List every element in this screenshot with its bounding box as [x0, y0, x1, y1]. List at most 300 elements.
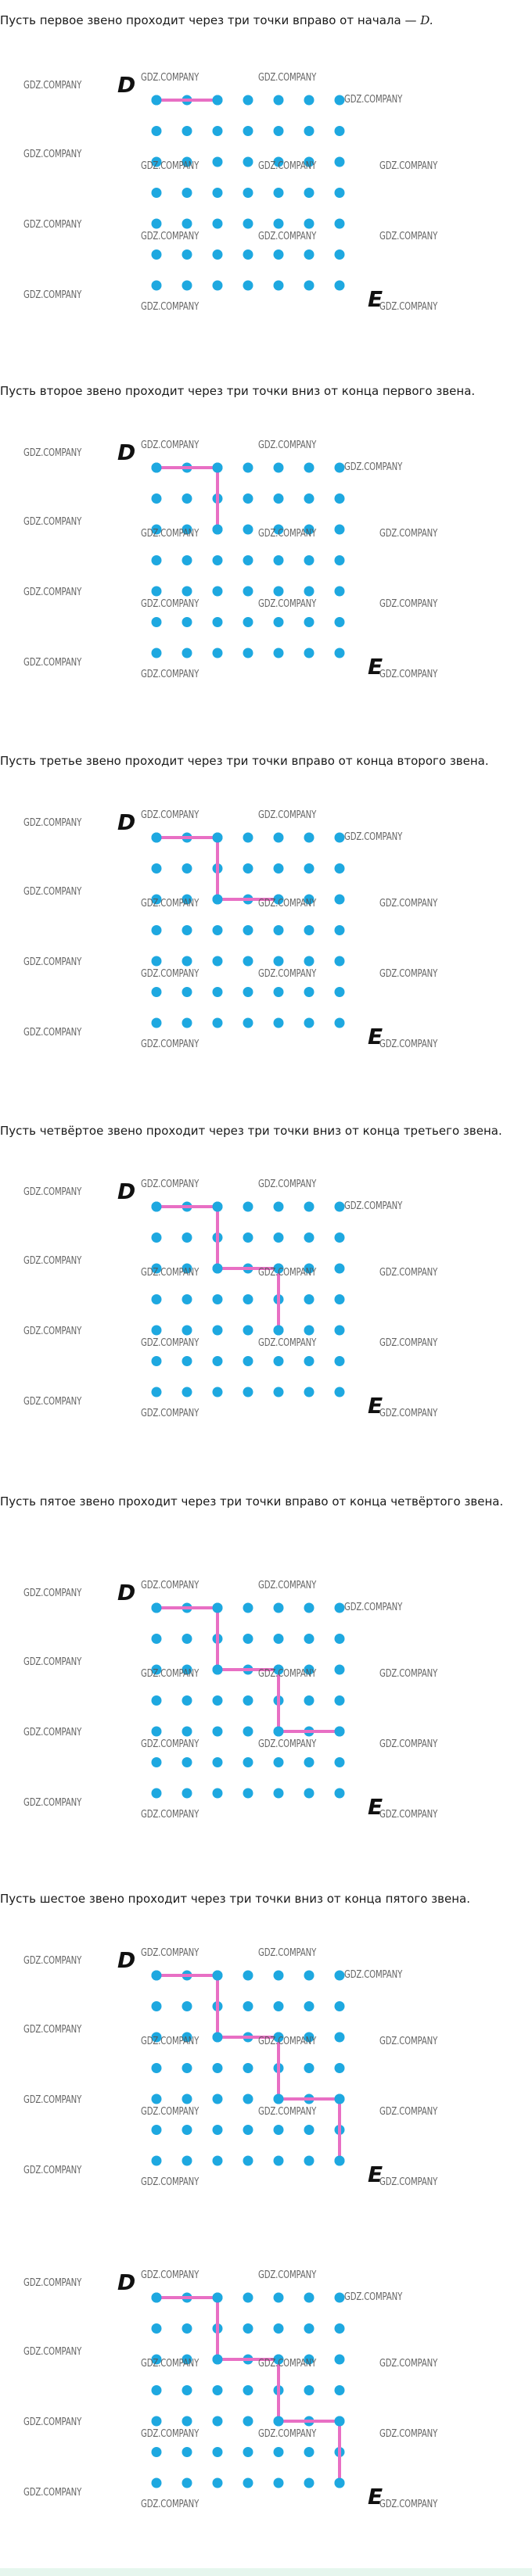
grid-dot — [243, 281, 253, 291]
watermark: GDZ.COMPANY — [141, 968, 200, 980]
watermark: GDZ.COMPANY — [141, 1668, 200, 1680]
grid-dot — [152, 1695, 162, 1706]
grid-dot — [243, 493, 253, 504]
watermark: GDZ.COMPANY — [379, 598, 438, 610]
grid-dot — [304, 833, 315, 843]
watermark: GDZ.COMPANY — [23, 2487, 82, 2499]
grid-dot — [335, 1971, 345, 1981]
grid-dot — [335, 863, 345, 874]
watermark: GDZ.COMPANY — [258, 968, 317, 980]
path-vertex-dot — [152, 2293, 162, 2303]
watermark: GDZ.COMPANY — [23, 2416, 82, 2428]
grid-dot — [243, 2416, 253, 2427]
grid-dot — [274, 1387, 284, 1397]
grid-dot — [304, 987, 315, 997]
grid-dot — [304, 2478, 315, 2488]
grid-dot — [335, 157, 345, 167]
grid-dot — [274, 1757, 284, 1767]
grid-dot — [274, 956, 284, 967]
grid-dot — [304, 95, 315, 106]
step-3-caption: Пусть третье звено проходит через три точки вправо от конца второго звена. — [0, 754, 489, 768]
watermark: GDZ.COMPANY — [23, 2024, 82, 2036]
grid-dot — [304, 2385, 315, 2395]
grid-dot — [213, 555, 223, 565]
grid-dot — [182, 987, 192, 997]
path-vertex-dot — [274, 1727, 284, 1737]
grid-dot — [335, 95, 345, 106]
step-5-figure — [0, 1578, 532, 1875]
grid-dot — [152, 1634, 162, 1644]
grid-dot — [304, 2156, 315, 2166]
grid-dot — [274, 833, 284, 843]
watermark: GDZ.COMPANY — [23, 1588, 82, 1599]
grid-dot — [243, 617, 253, 627]
grid-dot — [243, 525, 253, 535]
grid-dot — [152, 2125, 162, 2135]
grid-dot — [304, 1202, 315, 1212]
watermark: GDZ.COMPANY — [141, 439, 200, 451]
grid-dot — [304, 925, 315, 935]
grid-dot — [304, 648, 315, 658]
label-end-e: E — [368, 2162, 383, 2187]
watermark: GDZ.COMPANY — [258, 1580, 317, 1591]
grid-dot — [182, 1695, 192, 1706]
grid-dot — [243, 1634, 253, 1644]
grid-dot — [304, 555, 315, 565]
watermark: GDZ.COMPANY — [258, 2269, 317, 2281]
grid-dot — [182, 188, 192, 198]
label-end-e: E — [368, 1794, 383, 1820]
watermark: GDZ.COMPANY — [344, 1200, 403, 1212]
watermark: GDZ.COMPANY — [23, 2165, 82, 2176]
grid-dot — [335, 2323, 345, 2334]
watermark: GDZ.COMPANY — [141, 528, 200, 540]
grid-dot — [304, 1634, 315, 1644]
path-vertex-dot — [335, 2094, 345, 2104]
watermark: GDZ.COMPANY — [258, 2106, 317, 2118]
grid-dot — [243, 188, 253, 198]
grid-dot — [304, 1294, 315, 1304]
grid-dot — [213, 587, 223, 597]
watermark: GDZ.COMPANY — [379, 1408, 438, 1419]
step-1-point: D. — [420, 13, 433, 27]
grid-dot — [243, 1757, 253, 1767]
grid-dot — [152, 987, 162, 997]
grid-dot — [335, 1387, 345, 1397]
grid-dot — [274, 987, 284, 997]
watermark: GDZ.COMPANY — [23, 1255, 82, 1267]
grid-dot — [243, 2385, 253, 2395]
watermark: GDZ.COMPANY — [23, 1955, 82, 1967]
grid-dot — [182, 1387, 192, 1397]
grid-dot — [182, 1634, 192, 1644]
grid-dot — [243, 249, 253, 260]
watermark: GDZ.COMPANY — [141, 1580, 200, 1591]
grid-dot — [243, 833, 253, 843]
grid-dot — [152, 863, 162, 874]
watermark: GDZ.COMPANY — [23, 516, 82, 528]
grid-dot — [274, 1356, 284, 1366]
watermark: GDZ.COMPANY — [379, 2176, 438, 2188]
watermark: GDZ.COMPANY — [379, 231, 438, 242]
grid-dot — [213, 1387, 223, 1397]
path-vertex-dot — [213, 95, 223, 106]
grid-dot — [243, 219, 253, 229]
label-end-e: E — [368, 1393, 383, 1419]
watermark: GDZ.COMPANY — [23, 817, 82, 829]
path-vertex-dot — [213, 1665, 223, 1675]
watermark: GDZ.COMPANY — [379, 301, 438, 313]
grid-dot — [335, 1264, 345, 1274]
grid-dot — [335, 617, 345, 627]
watermark: GDZ.COMPANY — [258, 2358, 317, 2370]
grid-dot — [335, 1788, 345, 1799]
grid-dot — [213, 956, 223, 967]
path-vertex-dot — [152, 463, 162, 473]
grid-dot — [274, 493, 284, 504]
grid-dot — [213, 1695, 223, 1706]
watermark: GDZ.COMPANY — [258, 528, 317, 540]
grid-dot — [335, 2355, 345, 2365]
grid-dot — [335, 1202, 345, 1212]
watermark: GDZ.COMPANY — [344, 2291, 403, 2303]
grid-dot — [274, 2293, 284, 2303]
watermark: GDZ.COMPANY — [344, 1969, 403, 1981]
watermark: GDZ.COMPANY — [141, 1738, 200, 1750]
grid-dot — [152, 1757, 162, 1767]
watermark: GDZ.COMPANY — [141, 1408, 200, 1419]
watermark: GDZ.COMPANY — [141, 2269, 200, 2281]
grid-dot — [243, 1202, 253, 1212]
watermark: GDZ.COMPANY — [23, 1186, 82, 1198]
grid-dot — [243, 1018, 253, 1028]
grid-dot — [335, 2293, 345, 2303]
grid-dot — [274, 863, 284, 874]
grid-dot — [304, 1788, 315, 1799]
watermark: GDZ.COMPANY — [258, 439, 317, 451]
watermark: GDZ.COMPANY — [141, 1179, 200, 1190]
grid-dot — [274, 281, 284, 291]
watermark: GDZ.COMPANY — [23, 1396, 82, 1408]
grid-dot — [182, 2156, 192, 2166]
grid-dot — [182, 493, 192, 504]
grid-dot — [243, 1232, 253, 1243]
watermark: GDZ.COMPANY — [258, 1738, 317, 1750]
step-1-text: Пусть первое звено проходит через три точки вправо от начала — — [0, 13, 417, 27]
grid-dot — [335, 925, 345, 935]
watermark: GDZ.COMPANY — [141, 2499, 200, 2510]
grid-dot — [335, 249, 345, 260]
step-6-caption: Пусть шестое звено проходит через три точки вниз от конца пятого звена. — [0, 1892, 470, 1906]
grid-dot — [243, 463, 253, 473]
watermark: GDZ.COMPANY — [23, 80, 82, 91]
watermark: GDZ.COMPANY — [379, 2358, 438, 2370]
grid-dot — [182, 2323, 192, 2334]
grid-dot — [274, 2156, 284, 2166]
grid-dot — [335, 1634, 345, 1644]
grid-dot — [213, 2416, 223, 2427]
watermark: GDZ.COMPANY — [379, 2036, 438, 2047]
path-vertex-dot — [213, 525, 223, 535]
watermark: GDZ.COMPANY — [23, 886, 82, 898]
grid-dot — [243, 1356, 253, 1366]
grid-dot — [182, 1232, 192, 1243]
watermark: GDZ.COMPANY — [23, 587, 82, 598]
label-end-e: E — [368, 1024, 383, 1049]
grid-dot — [335, 833, 345, 843]
grid-dot — [304, 2323, 315, 2334]
grid-dot — [182, 956, 192, 967]
grid-dot — [152, 188, 162, 198]
grid-dot — [243, 2323, 253, 2334]
label-start-d: D — [117, 1179, 136, 1204]
watermark: GDZ.COMPANY — [23, 956, 82, 968]
watermark: GDZ.COMPANY — [379, 1267, 438, 1279]
grid-dot — [335, 2063, 345, 2073]
label-start-d: D — [117, 2269, 136, 2295]
grid-dot — [274, 617, 284, 627]
grid-dot — [182, 925, 192, 935]
grid-dot — [304, 1387, 315, 1397]
grid-dot — [243, 587, 253, 597]
grid-dot — [243, 126, 253, 136]
path-vertex-dot — [213, 2293, 223, 2303]
watermark: GDZ.COMPANY — [141, 898, 200, 909]
grid-dot — [152, 2001, 162, 2011]
watermark: GDZ.COMPANY — [344, 461, 403, 473]
grid-dot — [304, 1018, 315, 1028]
grid-dot — [182, 2478, 192, 2488]
grid-dot — [274, 1634, 284, 1644]
grid-dot — [304, 1757, 315, 1767]
grid-dot — [243, 2447, 253, 2457]
watermark: GDZ.COMPANY — [141, 301, 200, 313]
watermark: GDZ.COMPANY — [23, 2277, 82, 2289]
grid-dot — [335, 2001, 345, 2011]
grid-dot — [274, 188, 284, 198]
grid-dot — [182, 2001, 192, 2011]
grid-dot — [304, 1603, 315, 1613]
path-vertex-dot — [213, 1971, 223, 1981]
grid-dot — [213, 2478, 223, 2488]
grid-dot — [304, 1695, 315, 1706]
grid-dot — [213, 281, 223, 291]
grid-dot — [304, 126, 315, 136]
watermark: GDZ.COMPANY — [141, 1039, 200, 1050]
grid-dot — [182, 1356, 192, 1366]
grid-dot — [213, 617, 223, 627]
grid-dot — [152, 493, 162, 504]
grid-dot — [213, 1326, 223, 1336]
grid-dot — [213, 1757, 223, 1767]
grid-dot — [182, 648, 192, 658]
grid-dot — [304, 2447, 315, 2457]
watermark: GDZ.COMPANY — [23, 1797, 82, 1809]
watermark: GDZ.COMPANY — [23, 657, 82, 669]
step-2-figure — [0, 438, 532, 735]
path-vertex-dot — [213, 1264, 223, 1274]
watermark: GDZ.COMPANY — [141, 669, 200, 680]
step-5-caption: Пусть пятое звено проходит через три точки вправо от конца четвёртого звена. — [0, 1494, 504, 1509]
grid-dot — [274, 1603, 284, 1613]
watermark: GDZ.COMPANY — [23, 289, 82, 301]
grid-dot — [213, 126, 223, 136]
path-vertex-dot — [152, 95, 162, 106]
grid-dot — [152, 1356, 162, 1366]
grid-dot — [243, 1603, 253, 1613]
grid-dot — [335, 493, 345, 504]
grid-dot — [152, 2156, 162, 2166]
watermark: GDZ.COMPANY — [23, 2346, 82, 2358]
grid-dot — [335, 555, 345, 565]
watermark: GDZ.COMPANY — [379, 1668, 438, 1680]
grid-dot — [152, 1018, 162, 1028]
watermark: GDZ.COMPANY — [379, 898, 438, 909]
grid-dot — [152, 1326, 162, 1336]
grid-dot — [182, 2063, 192, 2073]
path-vertex-dot — [213, 895, 223, 905]
watermark: GDZ.COMPANY — [258, 898, 317, 909]
grid-dot — [304, 493, 315, 504]
path-vertex-dot — [213, 2355, 223, 2365]
watermark: GDZ.COMPANY — [23, 1656, 82, 1668]
grid-dot — [335, 219, 345, 229]
watermark: GDZ.COMPANY — [379, 2428, 438, 2440]
final-figure — [0, 2268, 532, 2565]
grid-dot — [213, 157, 223, 167]
watermark: GDZ.COMPANY — [258, 1267, 317, 1279]
grid-dot — [304, 587, 315, 597]
grid-dot — [304, 956, 315, 967]
watermark: GDZ.COMPANY — [141, 1809, 200, 1821]
grid-dot — [335, 2385, 345, 2395]
grid-dot — [335, 1326, 345, 1336]
watermark: GDZ.COMPANY — [379, 160, 438, 172]
grid-dot — [152, 2094, 162, 2104]
grid-dot — [152, 2447, 162, 2457]
grid-dot — [335, 1356, 345, 1366]
label-end-e: E — [368, 654, 383, 680]
grid-dot — [335, 648, 345, 658]
grid-dot — [274, 95, 284, 106]
grid-dot — [152, 126, 162, 136]
grid-dot — [335, 1665, 345, 1675]
bottom-band — [0, 2568, 532, 2576]
grid-dot — [182, 249, 192, 260]
grid-dot — [304, 863, 315, 874]
label-start-d: D — [117, 1580, 136, 1606]
grid-dot — [335, 1757, 345, 1767]
grid-dot — [182, 555, 192, 565]
grid-dot — [335, 1232, 345, 1243]
grid-dot — [335, 1695, 345, 1706]
watermark: GDZ.COMPANY — [23, 1727, 82, 1738]
watermark: GDZ.COMPANY — [141, 2428, 200, 2440]
watermark: GDZ.COMPANY — [379, 2106, 438, 2118]
grid-dot — [243, 2125, 253, 2135]
grid-dot — [274, 1971, 284, 1981]
watermark: GDZ.COMPANY — [258, 1668, 317, 1680]
grid-dot — [152, 2323, 162, 2334]
grid-dot — [335, 525, 345, 535]
watermark: GDZ.COMPANY — [141, 72, 200, 84]
watermark: GDZ.COMPANY — [141, 1947, 200, 1959]
grid-dot — [243, 2293, 253, 2303]
watermark: GDZ.COMPANY — [141, 2036, 200, 2047]
grid-dot — [152, 587, 162, 597]
path-vertex-dot — [213, 1603, 223, 1613]
grid-dot — [182, 617, 192, 627]
grid-dot — [274, 2478, 284, 2488]
grid-dot — [182, 2447, 192, 2457]
grid-dot — [335, 987, 345, 997]
grid-dot — [213, 987, 223, 997]
grid-dot — [152, 925, 162, 935]
watermark: GDZ.COMPANY — [258, 1337, 317, 1349]
path-vertex-dot — [335, 2478, 345, 2488]
watermark: GDZ.COMPANY — [258, 2428, 317, 2440]
grid-dot — [304, 1971, 315, 1981]
grid-dot — [213, 2385, 223, 2395]
grid-dot — [335, 126, 345, 136]
grid-dot — [274, 1232, 284, 1243]
watermark: GDZ.COMPANY — [379, 528, 438, 540]
watermark: GDZ.COMPANY — [379, 669, 438, 680]
grid-dot — [243, 2478, 253, 2488]
grid-dot — [182, 1294, 192, 1304]
grid-dot — [274, 126, 284, 136]
path-vertex-dot — [335, 2416, 345, 2427]
grid-dot — [243, 1971, 253, 1981]
watermark: GDZ.COMPANY — [344, 831, 403, 843]
grid-dot — [213, 2447, 223, 2457]
label-end-e: E — [368, 2484, 383, 2510]
grid-dot — [152, 2416, 162, 2427]
grid-dot — [152, 1232, 162, 1243]
grid-dot — [152, 1788, 162, 1799]
watermark: GDZ.COMPANY — [141, 2106, 200, 2118]
watermark: GDZ.COMPANY — [141, 2176, 200, 2188]
grid-dot — [243, 2094, 253, 2104]
watermark: GDZ.COMPANY — [258, 231, 317, 242]
watermark: GDZ.COMPANY — [258, 1947, 317, 1959]
grid-dot — [182, 1788, 192, 1799]
grid-dot — [274, 587, 284, 597]
grid-dot — [243, 1326, 253, 1336]
grid-dot — [152, 281, 162, 291]
grid-dot — [274, 249, 284, 260]
grid-dot — [182, 219, 192, 229]
path-vertex-dot — [274, 2094, 284, 2104]
path-vertex-dot — [152, 1603, 162, 1613]
grid-dot — [182, 126, 192, 136]
grid-dot — [304, 1326, 315, 1336]
grid-dot — [243, 157, 253, 167]
step-6-figure — [0, 1946, 532, 2243]
grid-dot — [304, 463, 315, 473]
grid-dot — [304, 1232, 315, 1243]
grid-dot — [335, 188, 345, 198]
grid-dot — [182, 1326, 192, 1336]
grid-dot — [243, 95, 253, 106]
grid-dot — [243, 2063, 253, 2073]
grid-dot — [182, 1018, 192, 1028]
grid-dot — [274, 219, 284, 229]
grid-dot — [243, 2156, 253, 2166]
grid-dot — [182, 587, 192, 597]
label-start-d: D — [117, 72, 136, 98]
watermark: GDZ.COMPANY — [23, 1326, 82, 1337]
